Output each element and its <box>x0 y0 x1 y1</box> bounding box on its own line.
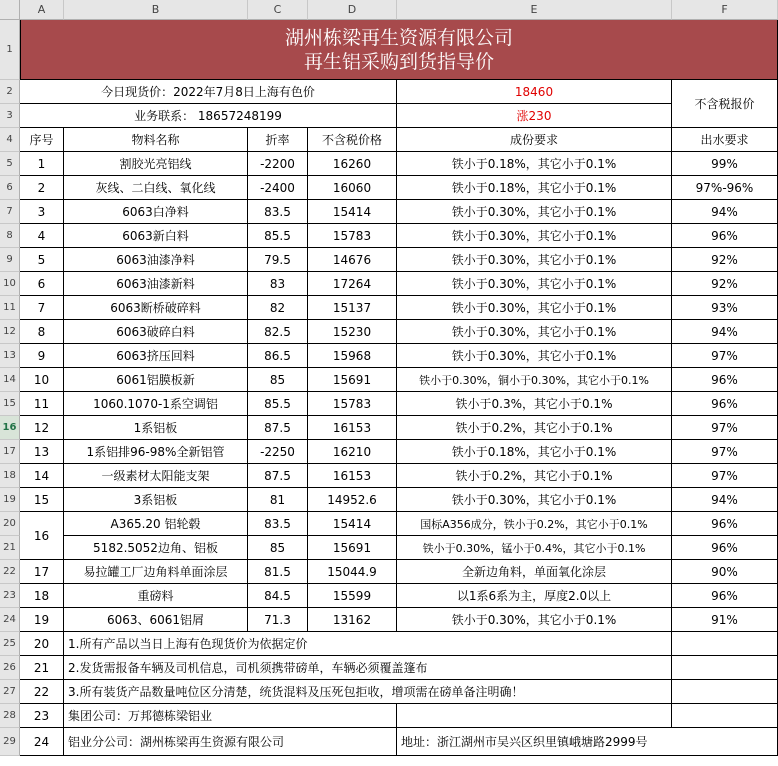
branch-company-note[interactable]: 铝业分公司：湖州栋梁再生资源有限公司 <box>64 728 397 756</box>
composition-requirement[interactable]: 全新边角料，单面氧化涂层 <box>397 560 672 584</box>
row-header-2[interactable]: 2 <box>0 80 20 104</box>
composition-requirement[interactable]: 铁小于0.30%，锰小于0.4%，其它小于0.1% <box>397 536 672 560</box>
composition-requirement[interactable]: 铁小于0.30%，其它小于0.1% <box>397 272 672 296</box>
row-number[interactable]: 19 <box>20 608 64 632</box>
yield-requirement[interactable]: 94% <box>672 200 778 224</box>
material-name[interactable]: 一级素材太阳能支架 <box>64 464 248 488</box>
empty-cell[interactable] <box>672 704 778 728</box>
composition-requirement[interactable]: 以1系6系为主，厚度2.0以上 <box>397 584 672 608</box>
yield-requirement[interactable]: 97% <box>672 440 778 464</box>
material-name[interactable]: 6063挤压回料 <box>64 344 248 368</box>
row-number[interactable]: 22 <box>20 680 64 704</box>
composition-requirement[interactable]: 铁小于0.30%，其它小于0.1% <box>397 248 672 272</box>
material-name[interactable]: 6063油漆新料 <box>64 272 248 296</box>
price-excl-tax[interactable]: 15968 <box>308 344 397 368</box>
row-number[interactable]: 6 <box>20 272 64 296</box>
row-header-14[interactable]: 14 <box>0 368 20 392</box>
yield-requirement[interactable]: 96% <box>672 392 778 416</box>
row-header-5[interactable]: 5 <box>0 152 20 176</box>
price-excl-tax[interactable]: 16153 <box>308 464 397 488</box>
row-number[interactable]: 23 <box>20 704 64 728</box>
title-banner[interactable] <box>20 20 778 80</box>
material-name[interactable]: A365.20 铝轮毂 <box>64 512 248 536</box>
row-header-17[interactable]: 17 <box>0 440 20 464</box>
price-excl-tax[interactable]: 14676 <box>308 248 397 272</box>
row-header-15[interactable]: 15 <box>0 392 20 416</box>
policy-note[interactable]: 1.所有产品以当日上海有色现货价为依据定价 <box>64 632 672 656</box>
company-title: 湖州栋梁再生资源有限公司 <box>284 26 513 49</box>
composition-requirement[interactable]: 铁小于0.18%，其它小于0.1% <box>397 152 672 176</box>
row-number[interactable]: 18 <box>20 584 64 608</box>
discount-rate[interactable]: 85 <box>248 536 308 560</box>
row-header-26[interactable]: 26 <box>0 656 20 680</box>
row-header-19[interactable]: 19 <box>0 488 20 512</box>
composition-requirement[interactable]: 铁小于0.30%，其它小于0.1% <box>397 608 672 632</box>
yield-requirement[interactable]: 97%-96% <box>672 176 778 200</box>
row-number[interactable]: 8 <box>20 320 64 344</box>
composition-requirement[interactable]: 铁小于0.18%，其它小于0.1% <box>397 440 672 464</box>
row-header-16[interactable]: 16 <box>0 416 20 440</box>
row-header-21[interactable]: 21 <box>0 536 20 560</box>
discount-rate[interactable]: 86.5 <box>248 344 308 368</box>
discount-rate[interactable]: 82 <box>248 296 308 320</box>
material-name[interactable]: 割胶光亮铝线 <box>64 152 248 176</box>
row-number[interactable]: 12 <box>20 416 64 440</box>
price-excl-tax[interactable]: 16260 <box>308 152 397 176</box>
column-header-b[interactable]: B <box>64 0 248 20</box>
row-header-9[interactable]: 9 <box>0 248 20 272</box>
row-header-8[interactable]: 8 <box>0 224 20 248</box>
material-name[interactable]: 6063白净料 <box>64 200 248 224</box>
discount-rate[interactable]: 87.5 <box>248 464 308 488</box>
row-header-3[interactable]: 3 <box>0 104 20 128</box>
price-excl-tax[interactable]: 13162 <box>308 608 397 632</box>
yield-requirement[interactable]: 92% <box>672 248 778 272</box>
address-note[interactable]: 地址：浙江湖州市吴兴区织里镇峨塘路2999号 <box>397 728 778 756</box>
empty-cell[interactable] <box>672 632 778 656</box>
material-name[interactable]: 3系铝板 <box>64 488 248 512</box>
header-no[interactable]: 序号 <box>20 128 64 152</box>
price-excl-tax[interactable]: 15137 <box>308 296 397 320</box>
price-excl-tax[interactable]: 15414 <box>308 512 397 536</box>
column-header-f[interactable]: F <box>672 0 778 20</box>
empty-cell[interactable] <box>672 656 778 680</box>
row-number[interactable]: 9 <box>20 344 64 368</box>
price-excl-tax[interactable]: 14952.6 <box>308 488 397 512</box>
row-header-24[interactable]: 24 <box>0 608 20 632</box>
yield-requirement[interactable]: 90% <box>672 560 778 584</box>
price-excl-tax[interactable]: 15230 <box>308 320 397 344</box>
row-header-13[interactable]: 13 <box>0 344 20 368</box>
select-all-corner[interactable] <box>0 0 20 20</box>
header-rate[interactable]: 折率 <box>248 128 308 152</box>
price-excl-tax[interactable]: 15783 <box>308 392 397 416</box>
composition-requirement[interactable]: 铁小于0.2%，其它小于0.1% <box>397 464 672 488</box>
column-header-d[interactable]: D <box>308 0 397 20</box>
discount-rate[interactable]: 85.5 <box>248 392 308 416</box>
row-number[interactable]: 15 <box>20 488 64 512</box>
group-company-note[interactable]: 集团公司：万邦德栋梁铝业 <box>64 704 397 728</box>
material-name[interactable]: 灰线、二白线、氧化线 <box>64 176 248 200</box>
column-header-c[interactable]: C <box>248 0 308 20</box>
discount-rate[interactable]: 79.5 <box>248 248 308 272</box>
header-price[interactable]: 不含税价格 <box>308 128 397 152</box>
material-name[interactable]: 6063断桥破碎料 <box>64 296 248 320</box>
yield-requirement[interactable]: 97% <box>672 344 778 368</box>
policy-note[interactable]: 2.发货需报备车辆及司机信息，司机须携带磅单，车辆必须覆盖篷布 <box>64 656 672 680</box>
composition-requirement[interactable]: 铁小于0.30%，其它小于0.1% <box>397 224 672 248</box>
row-number[interactable]: 1 <box>20 152 64 176</box>
price-excl-tax[interactable]: 15599 <box>308 584 397 608</box>
row-number[interactable]: 17 <box>20 560 64 584</box>
yield-requirement[interactable]: 99% <box>672 152 778 176</box>
price-excl-tax[interactable]: 15044.9 <box>308 560 397 584</box>
yield-requirement[interactable]: 94% <box>672 488 778 512</box>
yield-requirement[interactable]: 93% <box>672 296 778 320</box>
yield-requirement[interactable]: 91% <box>672 608 778 632</box>
empty-cell[interactable] <box>672 680 778 704</box>
yield-requirement[interactable]: 97% <box>672 464 778 488</box>
row-header-7[interactable]: 7 <box>0 200 20 224</box>
composition-requirement[interactable]: 国标A356成分，铁小于0.2%，其它小于0.1% <box>397 512 672 536</box>
column-header-a[interactable]: A <box>20 0 64 20</box>
composition-requirement[interactable]: 铁小于0.30%，铜小于0.30%，其它小于0.1% <box>397 368 672 392</box>
discount-rate[interactable]: 81 <box>248 488 308 512</box>
policy-note[interactable]: 3.所有装货产品数量吨位区分清楚，统货混料及压死包拒收，增项需在磅单备注明确！ <box>64 680 672 704</box>
yield-requirement[interactable]: 92% <box>672 272 778 296</box>
discount-rate[interactable]: -2250 <box>248 440 308 464</box>
discount-rate[interactable]: -2400 <box>248 176 308 200</box>
material-name[interactable]: 5182.5052边角、铝板 <box>64 536 248 560</box>
yield-requirement[interactable]: 96% <box>672 536 778 560</box>
row-number[interactable]: 4 <box>20 224 64 248</box>
page-title: 再生铝采购到货指导价 <box>303 50 494 73</box>
spot-price-value[interactable]: 18460 <box>397 80 672 104</box>
price-date-label[interactable]: 今日现货价：2022年7月8日上海有色价 <box>20 80 397 104</box>
column-header-e[interactable]: E <box>397 0 672 20</box>
price-excl-tax[interactable]: 16210 <box>308 440 397 464</box>
yield-requirement[interactable]: 94% <box>672 320 778 344</box>
row-number[interactable]: 11 <box>20 392 64 416</box>
material-name[interactable]: 6063、6061铝屑 <box>64 608 248 632</box>
header-requirement[interactable]: 成份要求 <box>397 128 672 152</box>
composition-requirement[interactable]: 铁小于0.30%，其它小于0.1% <box>397 488 672 512</box>
row-header-28[interactable]: 28 <box>0 704 20 728</box>
header-yield[interactable]: 出水要求 <box>672 128 778 152</box>
price-excl-tax[interactable]: 15414 <box>308 200 397 224</box>
material-name[interactable]: 6061铝膜板新 <box>64 368 248 392</box>
yield-requirement[interactable]: 96% <box>672 368 778 392</box>
row-header-11[interactable]: 11 <box>0 296 20 320</box>
discount-rate[interactable]: 83.5 <box>248 512 308 536</box>
discount-rate[interactable]: 82.5 <box>248 320 308 344</box>
row-header-22[interactable]: 22 <box>0 560 20 584</box>
material-name[interactable]: 重磅料 <box>64 584 248 608</box>
yield-requirement[interactable]: 96% <box>672 224 778 248</box>
row-header-20[interactable]: 20 <box>0 512 20 536</box>
row-number[interactable]: 10 <box>20 368 64 392</box>
price-excl-tax[interactable]: 15691 <box>308 368 397 392</box>
material-name[interactable]: 6063破碎白料 <box>64 320 248 344</box>
row-header-4[interactable]: 4 <box>0 128 20 152</box>
discount-rate[interactable]: 87.5 <box>248 416 308 440</box>
row-header-27[interactable]: 27 <box>0 680 20 704</box>
discount-rate[interactable]: -2200 <box>248 152 308 176</box>
composition-requirement[interactable]: 铁小于0.18%，其它小于0.1% <box>397 176 672 200</box>
price-change-value[interactable]: 涨230 <box>397 104 672 128</box>
material-name[interactable]: 6063新白料 <box>64 224 248 248</box>
material-name[interactable]: 1系铝排96-98%全新铝管 <box>64 440 248 464</box>
composition-requirement[interactable]: 铁小于0.30%，其它小于0.1% <box>397 320 672 344</box>
row-number[interactable]: 5 <box>20 248 64 272</box>
contact-label[interactable]: 业务联系： 18657248199 <box>20 104 397 128</box>
yield-requirement[interactable]: 96% <box>672 512 778 536</box>
row-number[interactable]: 2 <box>20 176 64 200</box>
row-number[interactable]: 3 <box>20 200 64 224</box>
row-header-12[interactable]: 12 <box>0 320 20 344</box>
material-name[interactable]: 1060.1070-1系空调铝 <box>64 392 248 416</box>
row-number[interactable]: 20 <box>20 632 64 656</box>
row-header-6[interactable]: 6 <box>0 176 20 200</box>
discount-rate[interactable]: 85.5 <box>248 224 308 248</box>
header-name[interactable]: 物料名称 <box>64 128 248 152</box>
discount-rate[interactable]: 83.5 <box>248 200 308 224</box>
row-header-1[interactable]: 1 <box>0 20 20 80</box>
price-excl-tax[interactable]: 15691 <box>308 536 397 560</box>
row-number[interactable]: 14 <box>20 464 64 488</box>
material-name[interactable]: 1系铝板 <box>64 416 248 440</box>
discount-rate[interactable]: 85 <box>248 368 308 392</box>
material-name[interactable]: 易拉罐工厂边角料单面涂层 <box>64 560 248 584</box>
composition-requirement[interactable]: 铁小于0.2%，其它小于0.1% <box>397 416 672 440</box>
discount-rate[interactable]: 83 <box>248 272 308 296</box>
tax-note-cell[interactable]: 不含税报价 <box>672 80 778 128</box>
composition-requirement[interactable]: 铁小于0.30%，其它小于0.1% <box>397 200 672 224</box>
row-header-23[interactable]: 23 <box>0 584 20 608</box>
yield-requirement[interactable]: 97% <box>672 416 778 440</box>
row-header-10[interactable]: 10 <box>0 272 20 296</box>
yield-requirement[interactable]: 96% <box>672 584 778 608</box>
row-header-25[interactable]: 25 <box>0 632 20 656</box>
row-number[interactable]: 21 <box>20 656 64 680</box>
empty-cell[interactable] <box>397 704 672 728</box>
material-name[interactable]: 6063油漆净料 <box>64 248 248 272</box>
row-number[interactable]: 13 <box>20 440 64 464</box>
row-number[interactable]: 16 <box>20 512 64 560</box>
discount-rate[interactable]: 81.5 <box>248 560 308 584</box>
row-number[interactable]: 24 <box>20 728 64 756</box>
composition-requirement[interactable]: 铁小于0.3%，其它小于0.1% <box>397 392 672 416</box>
composition-requirement[interactable]: 铁小于0.30%，其它小于0.1% <box>397 296 672 320</box>
row-header-18[interactable]: 18 <box>0 464 20 488</box>
discount-rate[interactable]: 84.5 <box>248 584 308 608</box>
price-excl-tax[interactable]: 15783 <box>308 224 397 248</box>
price-excl-tax[interactable]: 17264 <box>308 272 397 296</box>
discount-rate[interactable]: 71.3 <box>248 608 308 632</box>
row-header-29[interactable]: 29 <box>0 728 20 756</box>
price-excl-tax[interactable]: 16060 <box>308 176 397 200</box>
price-excl-tax[interactable]: 16153 <box>308 416 397 440</box>
composition-requirement[interactable]: 铁小于0.30%，其它小于0.1% <box>397 344 672 368</box>
row-number[interactable]: 7 <box>20 296 64 320</box>
